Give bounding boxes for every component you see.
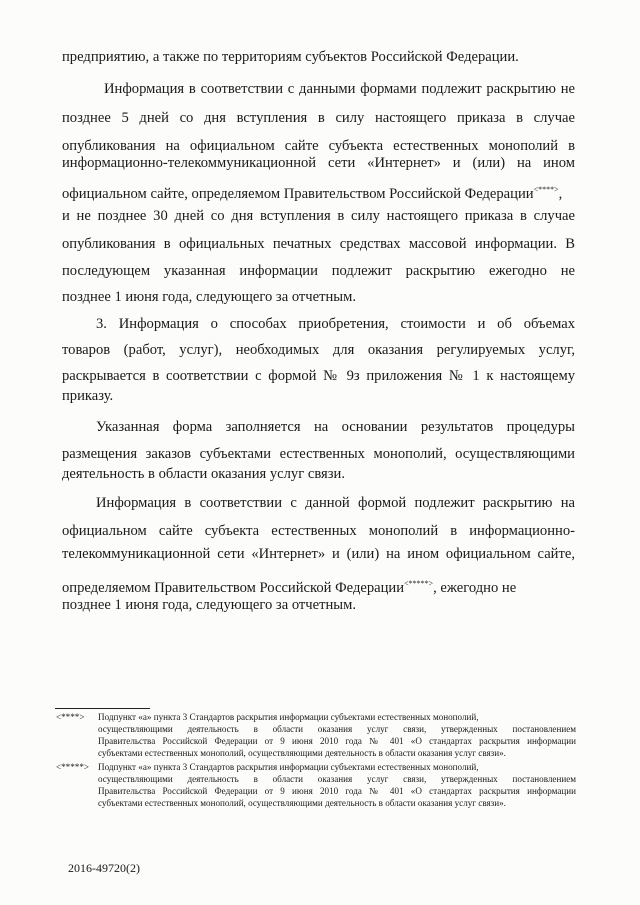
body-line: официальном сайте субъекта естественных монополий в информационно-	[62, 523, 575, 539]
body-line: позднее 1 июня года, следующего за отчетным.	[62, 289, 356, 305]
body-line: определяемом Правительством Российской Федерации	[62, 580, 405, 596]
body-line-part	[62, 575, 516, 597]
footnote-line: Подпункт «а» пункта 3 Стандартов раскрытия информации субъектами естественных монополий,	[98, 762, 479, 772]
body-line: Указанная форма заполняется на основании результатов процедуры	[96, 419, 575, 435]
body-line-with-ref	[62, 181, 575, 203]
footnote-ref: <****>	[533, 185, 559, 194]
body-line: товаров (работ, услуг), необходимых для оказания регулируемых услуг,	[62, 342, 575, 358]
body-line: позднее 1 июня года, следующего за отчетным.	[62, 597, 356, 613]
body-line: опубликования в официальных печатных средствах массовой информации. В	[62, 236, 575, 252]
body-line: позднее 5 дней со дня вступления в силу настоящего приказа в случае	[62, 110, 575, 126]
body-line: Информация в соответствии с данными формами подлежит раскрытию не	[104, 81, 575, 97]
document-number: 2016-49720(2)	[68, 861, 140, 875]
body-line: официальном сайте, определяемом Правительством Российской Федерации	[62, 186, 534, 202]
footnote-line: осуществляющими деятельность в области оказания услуг связи, утвержденных постановлением	[98, 724, 576, 734]
footnote-2	[56, 762, 576, 773]
body-line: телекоммуникационной сети «Интернет» и (или) на ином официальном сайте,	[62, 546, 575, 562]
footnote-line: осуществляющими деятельность в области оказания услуг связи, утвержденных постановлением	[98, 774, 576, 784]
footnote-line: субъектами естественных монополий, осуществляющими деятельность в области оказания услуг связи».	[98, 748, 506, 758]
footnote-mark: <****>	[56, 712, 85, 722]
body-line: и не позднее 30 дней со дня вступления в силу настоящего приказа в случае	[62, 208, 575, 224]
body-line: опубликования на официальном сайте субъекта естественных монополий в	[62, 138, 575, 154]
body-line: приказу.	[62, 388, 114, 404]
ref-tail: ,	[558, 186, 563, 202]
body-line: , ежегодно не	[433, 580, 517, 596]
body-line: последующем указанная информации подлежит раскрытию ежегодно не	[62, 263, 575, 279]
footnote-line: Правительства Российской Федерации от 9 июня 2010 года № 401 «О стандартах раскрытия информации	[98, 736, 576, 746]
body-line: Информация в соответствии с данной формой подлежит раскрытию на	[96, 495, 575, 511]
footnote-line: Правительства Российской Федерации от 9 июня 2010 года № 401 «О стандартах раскрытия информации	[98, 786, 576, 796]
body-line: деятельность в области оказания услуг связи.	[62, 466, 345, 482]
footnote-mark: <*****>	[56, 762, 89, 772]
footnote-line: Подпункт «а» пункта 3 Стандартов раскрытия информации субъектами естественных монополий,	[98, 712, 479, 722]
footnote-separator	[55, 708, 150, 709]
body-line: 3. Информация о способах приобретения, стоимости и об объемах	[96, 316, 575, 332]
body-line: предприятию, а также по территориям субъектов Российской Федерации.	[62, 49, 519, 65]
footnote-ref: <*****>	[404, 579, 434, 588]
footnote-line: субъектами естественных монополий, осуществляющими деятельность в области оказания услуг связи».	[98, 798, 506, 808]
body-line: размещения заказов субъектами естественных монополий, осуществляющими	[62, 446, 575, 462]
body-line-with-ref	[62, 575, 575, 597]
footnote-1	[56, 712, 576, 723]
body-line: информационно-телекоммуникационной сети «Интернет» и (или) на ином	[62, 155, 575, 171]
body-line: раскрывается в соответствии с формой № 9з приложения № 1 к настоящему	[62, 368, 575, 384]
